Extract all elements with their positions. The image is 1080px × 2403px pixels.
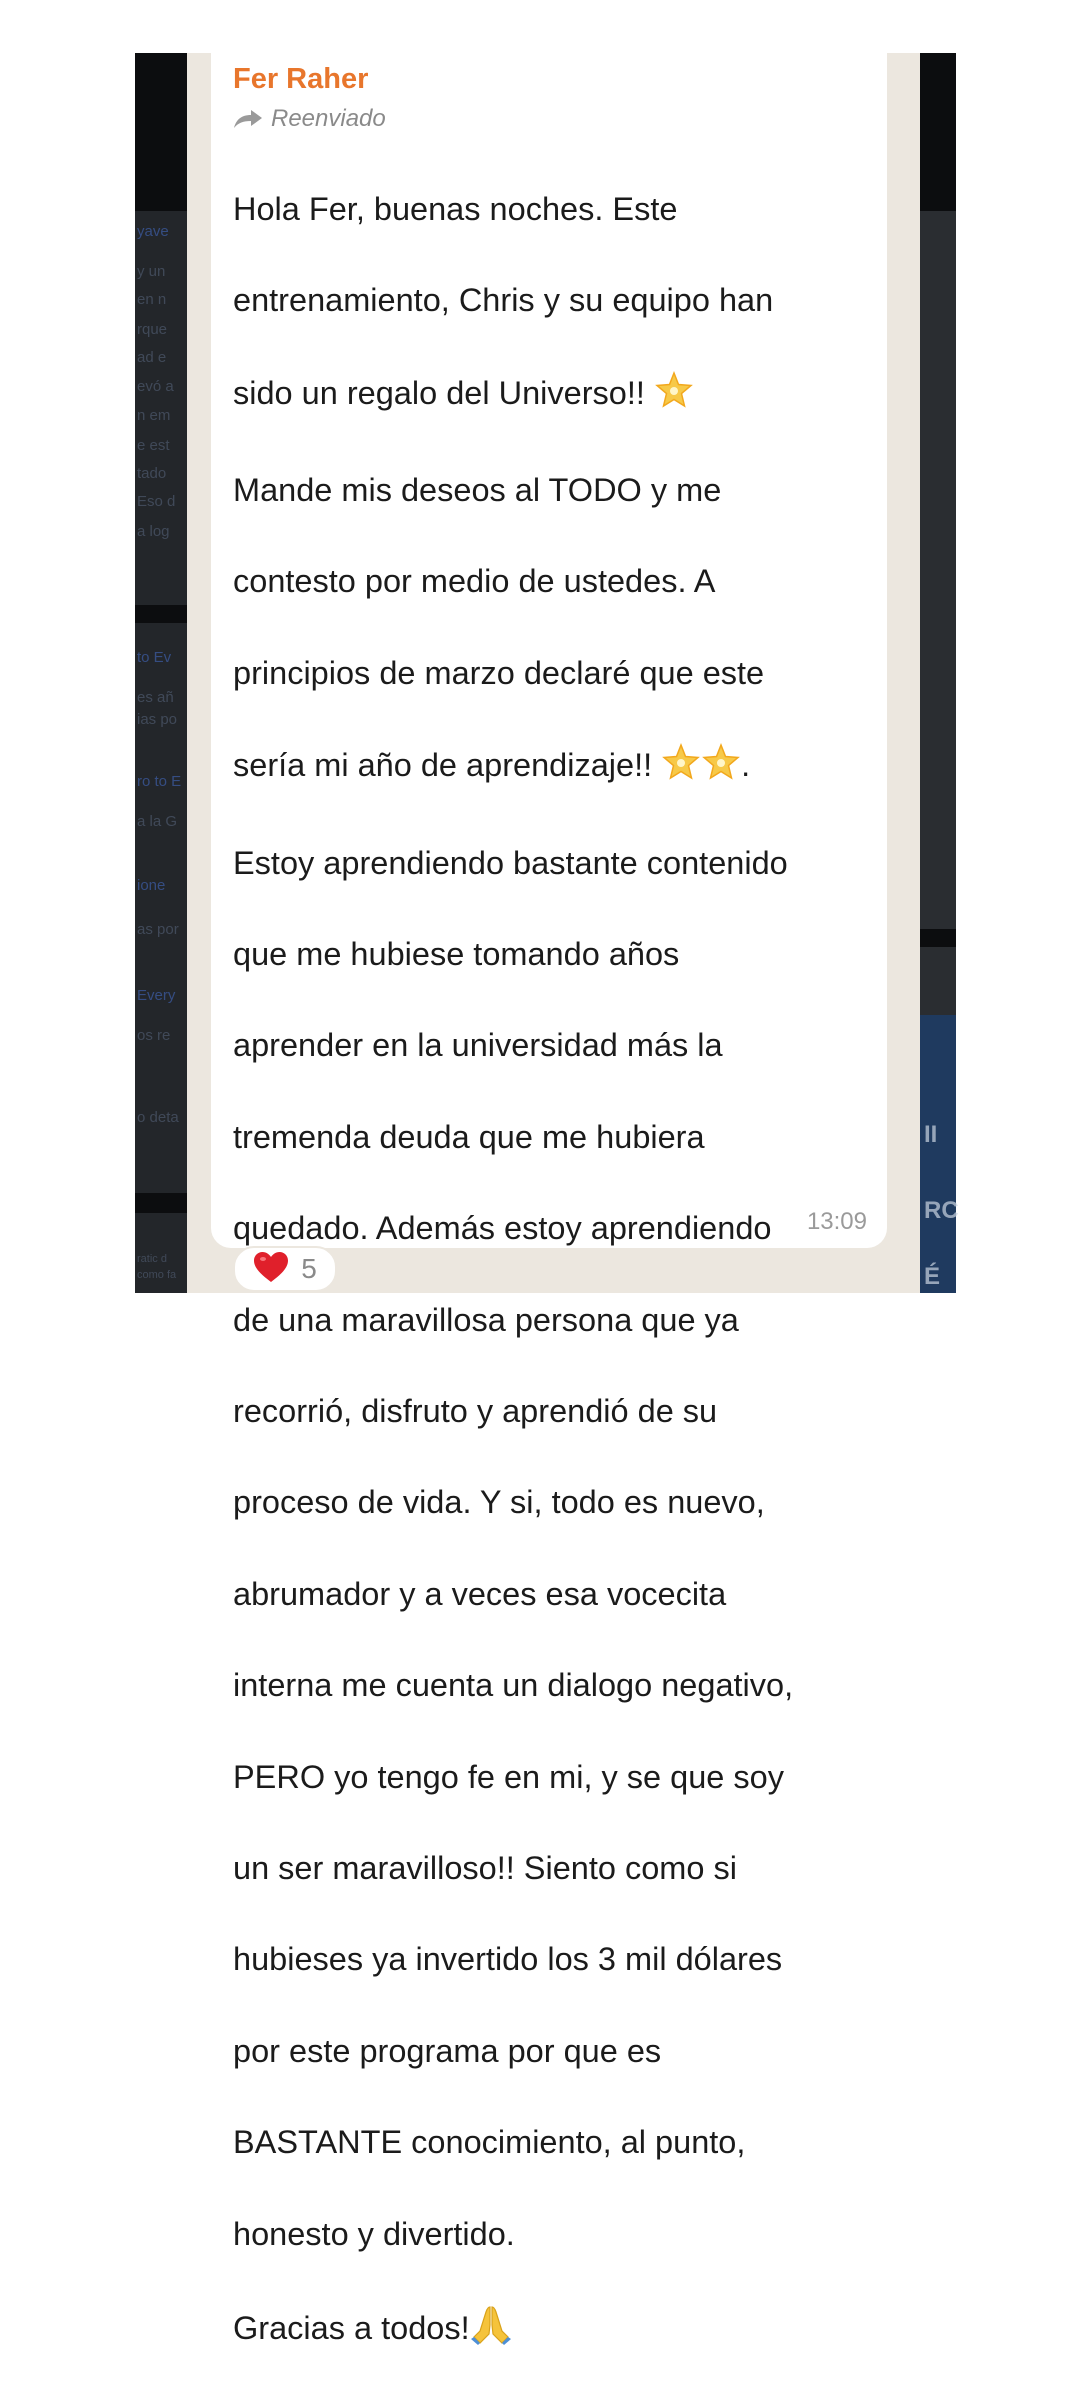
background-text: É (924, 1263, 941, 1290)
background-left-panel (135, 53, 187, 1293)
background-text: tado (137, 465, 167, 482)
message-line-text: . (741, 747, 751, 784)
forward-arrow-icon (233, 109, 263, 129)
dark-bar (135, 53, 187, 211)
dark-bar (135, 1193, 187, 1213)
dark-bar (920, 53, 956, 211)
background-text: os re (137, 1027, 171, 1044)
background-text: en n (137, 291, 167, 308)
message-line-text: interna me cuenta un dialogo negativo, (233, 1667, 794, 1704)
message-line (233, 1206, 873, 1252)
message-line-text: Hola Fer, buenas noches. Este (233, 190, 678, 227)
message-line-text: BASTANTE conocimiento, al punto, (233, 2124, 746, 2161)
message-line (233, 932, 873, 978)
message-line (233, 559, 873, 605)
message-line-text: tremenda deuda que me hubiera (233, 1118, 705, 1155)
message-line-text: recorrió, disfruto y aprendió de su (233, 1392, 718, 1429)
message-line (233, 1846, 873, 1892)
message-line (233, 1937, 873, 1983)
reaction-count: 5 (301, 1253, 317, 1284)
background-text: RC (924, 1197, 959, 1224)
message-line (233, 187, 873, 233)
message-line-text: de una maravillosa persona que ya (233, 1301, 739, 1338)
message-line-text: abrumador y a veces esa vocecita (233, 1575, 727, 1612)
message-line-text: PERO yo tengo fe en mi, y se que soy (233, 1758, 784, 1795)
message-line-text: sería mi año de aprendizaje!! (233, 747, 653, 784)
message-line-text: Mande mis deseos al TODO y me (233, 471, 722, 508)
message-line-text: sido un regalo del Universo!! (233, 374, 645, 411)
message-line-text: Gracias a todos! (233, 2310, 470, 2347)
message-line-text: honesto y divertido. (233, 2215, 515, 2252)
background-text: o deta (137, 1109, 179, 1126)
message-line-text: aprender en la universidad más la (233, 1027, 723, 1064)
message-line (233, 1298, 873, 1344)
background-text: yave (137, 223, 169, 240)
background-text: a la G (137, 813, 178, 830)
message-line-text: por este programa por que es (233, 2032, 662, 2069)
background-text: to Ev (137, 649, 172, 666)
message-line (233, 468, 873, 514)
background-text: a log (137, 523, 170, 540)
glowing-star-icon (661, 742, 701, 795)
message-line (233, 2303, 873, 2358)
message-line (233, 841, 873, 887)
background-right-panel (920, 53, 959, 1293)
message-line-text: Estoy aprendiendo bastante contenido (233, 844, 788, 881)
message-line (233, 278, 873, 324)
reaction-badge[interactable] (233, 1246, 337, 1292)
glowing-star-icon (654, 370, 694, 423)
background-text: as por (137, 921, 179, 938)
message-line (233, 1755, 873, 1801)
message-line-text: contesto por medio de ustedes. A (233, 563, 716, 600)
background-text: ro to E (137, 773, 182, 790)
message-line (233, 1389, 873, 1435)
background-text: n em (137, 407, 171, 424)
message-line-text: que me hubiese tomando años (233, 935, 680, 972)
message-line (233, 742, 873, 795)
message-bubble[interactable] (211, 53, 887, 2347)
message-line (233, 1115, 873, 1161)
message-line-text: un ser maravilloso!! Siento como si (233, 1850, 737, 1887)
message-line-text: proceso de vida. Y si, todo es nuevo, (233, 1484, 765, 1521)
folded-hands-icon (470, 2303, 512, 2358)
forwarded-indicator (233, 105, 386, 133)
background-text: ratic d (137, 1253, 167, 1265)
message-line (233, 370, 873, 423)
message-line (233, 651, 873, 697)
message-line (233, 1023, 873, 1069)
chat-screenshot (135, 53, 959, 2347)
message-line-text: entrenamiento, Chris y su equipo han (233, 282, 774, 319)
message-line (233, 1663, 873, 1709)
background-text: ione (137, 877, 166, 894)
message-line (233, 2029, 873, 2075)
background-text: ias po (137, 711, 178, 728)
message-line-text: quedado. Además estoy aprendiendo (233, 1210, 772, 1247)
forwarded-label: Reenviado (271, 105, 386, 132)
message-line-text: hubieses ya invertido los 3 mil dólares (233, 1941, 783, 1978)
message-line (233, 1480, 873, 1526)
background-text: e est (137, 437, 170, 454)
background-text: rque (137, 321, 168, 338)
dark-bar (135, 605, 187, 623)
dark-bar (920, 929, 956, 947)
background-text: es añ (137, 689, 174, 706)
message-timestamp: 13:09 (806, 1208, 867, 1235)
background-text: II (924, 1121, 938, 1148)
background-text: ad e (137, 349, 167, 366)
message-line-text: principios de marzo declaré que este (233, 654, 765, 691)
heart-icon (253, 1251, 289, 1288)
message-line (233, 2212, 873, 2258)
message-line (233, 1572, 873, 1618)
background-text: y un (137, 263, 166, 280)
background-text: Every (137, 987, 176, 1004)
message-line (233, 2120, 873, 2166)
glowing-star-icon (701, 742, 741, 795)
background-text: Eso d (137, 493, 176, 510)
background-banner (920, 1015, 956, 1293)
sender-name[interactable]: Fer Raher (233, 63, 369, 95)
background-text: como fa (137, 1269, 177, 1281)
background-text: evó a (137, 378, 174, 395)
